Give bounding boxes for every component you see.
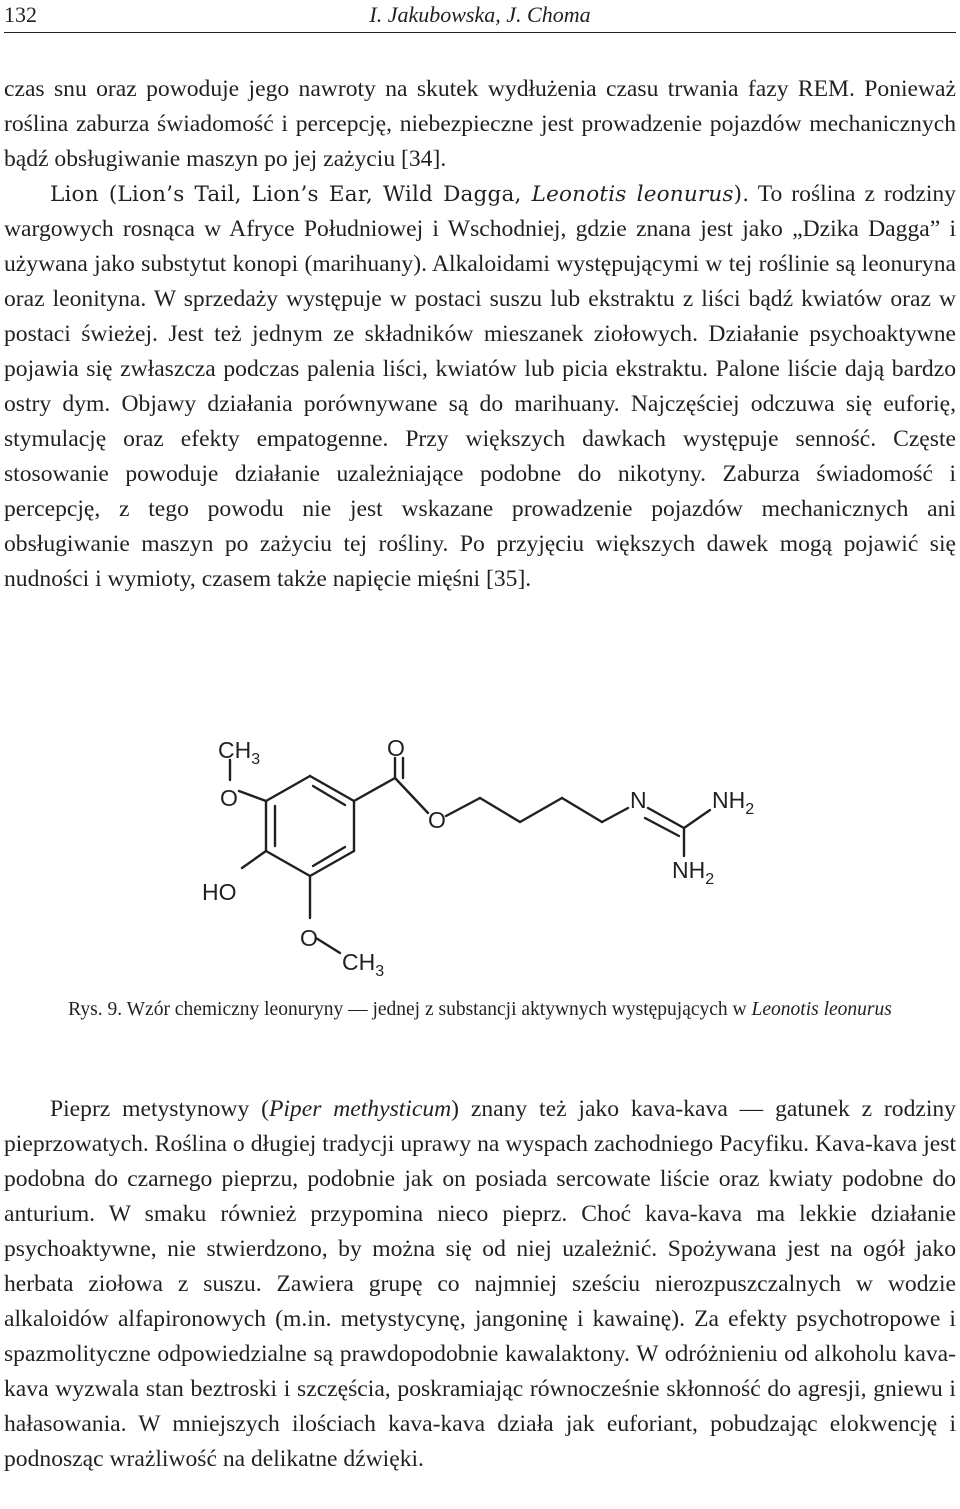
latin-name: Leonotis leonurus [531,182,734,207]
paragraph-kava: Pieprz metystynowy (Piper methysticum) znany też jako kava-kava — gatunek z rodziny pieprzowatych. Roślina o długiej tradycji uprawy na wyspach zachodniego Pacyfiku. Kava-kava jest podobna do czarnego pieprzu, podobnie jak on posiada sercowate liście oraz kwiaty podobne do anturium. W smaku również przypomina nieco pieprz. Choć kava-kava ma lekkie działanie psychoaktywne, nie stwierdzono, by można się od niej uzależnić. Spożywana jest na ogół jako herbata ziołowa z suszu. Zawiera grupę co najmniej sześciu nierozpuszczalnych w wodzie alkaloidów alfapironowych (m.in. metystycynę, jangoninę i kawainę). Za efekty psychotropowe i spazmolityczne odpowiedzialne są prawdopodobnie kawalaktony. W odróżnieniu od alkoholu kava-kava wyzwala stan beztroski i szczęścia, poskramiając równocześnie skłonność do agresji, gniewu i hałasowania. W mniejszych ilościach kava-kava działa jak euforiant, pobudzając elokwencję i podnosząc wrażliwość na delikatne dźwięki. [4,1096,956,1472]
atom-ch3-bottom: $CH_3$ [342,949,385,980]
atom-ho: HO [202,879,237,905]
kava-latin-name: Piper methysticum [268,1096,452,1122]
atom-nh2-bottom: $NH_2$ [672,857,715,888]
lion-heading: Lion (Lion’s Tail, Lion’s Ear, Wild Dagga, Leonotis leonurus). [50,182,750,207]
text-block-top [4,72,956,597]
page-number: 132 [4,2,37,27]
chemical-structure-figure [190,728,770,988]
paragraph-continuation: czas snu oraz powoduje jego nawroty na skutek wydłużenia czasu trwania fazy REM. Ponieważ roślina zaburza świadomość i percepcję, niebezpieczne jest prowadzenie pojazdów mechanicznych bądź obsługiwanie maszyn po jej zażyciu [34]. [4,76,956,172]
caption-latin-name: Leonotis leonurus [751,999,892,1020]
leonurine-structure [190,728,770,988]
running-head: I. Jakubowska, J. Choma [369,2,591,27]
text-block-bottom [4,1092,956,1477]
figure-caption: Rys. 9. Wzór chemiczny leonuryny — jednej z substancji aktywnych występujących w Leonotis leonurus [68,999,892,1020]
page-header [4,0,956,33]
figure-label: Rys. 9. [68,999,123,1020]
paragraph-lion: Lion (Lion’s Tail, Lion’s Ear, Wild Dagga, Leonotis leonurus). To roślina z rodziny wargowych rosnąca w Afryce Południowej i Wschodniej, gdzie znana jest jako „Dzika Dagga” i używana jako substytut konopi (marihuany). Alkaloidami występującymi w tej roślinie są leonuryna oraz leonityna. W sprzedaży występuje w postaci suszu lub ekstraktu z liści bądź kwiatów oraz w postaci świeżej. Jest też jednym ze składników mieszanek ziołowych. Działanie psychoaktywne pojawia się zwłaszcza podczas palenia liści, kwiatów lub picia ekstraktu. Palone liście dają bardzo ostry dym. Objawy działania porównywane są do marihuany. Najczęściej odczuwa się euforię, stymulację oraz efekty empatogenne. Przy większych dawkach występuje senność. Częste stosowanie powoduje działanie uzależniające podobne do nikotyny. Zaburza świadomość i percepcję, z tego powodu nie jest wskazane prowadzenie pojazdów mechanicznych ani obsługiwanie maszyn po zażyciu tej rośliny. Po przyjęciu większych dawek mogą pojawić się nudności i wymioty, czasem także napięcie mięśni [35]. [4,181,956,592]
atom-o-methoxy-bottom: O [300,925,318,951]
atom-nh2-right: $NH_2$ [712,787,755,818]
atom-o-carbonyl: O [387,735,405,761]
atom-ch3-top: $CH_3$ [218,737,261,768]
atom-o-ester: O [428,807,446,833]
atom-n-imine: N [630,787,647,813]
atom-o-methoxy-top: O [220,785,238,811]
benzene-ring [266,776,354,876]
